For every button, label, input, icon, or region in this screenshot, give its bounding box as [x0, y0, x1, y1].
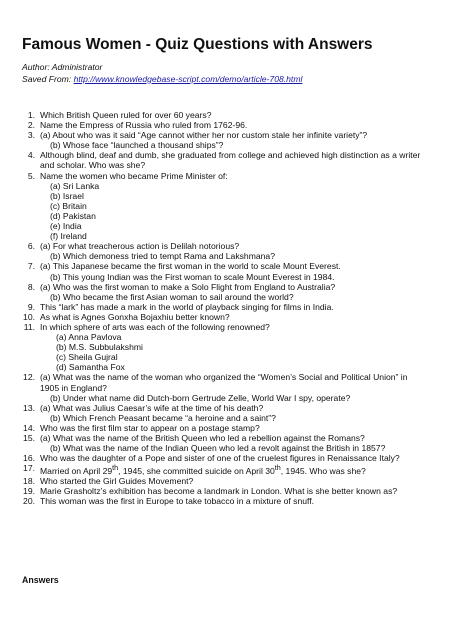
question-9: 9. This “lark” has made a mark in the world of playback singing for films in India.: [27, 301, 334, 312]
question-11: 11. In which sphere of arts was each of the following renowned?: [23, 321, 270, 332]
author-line: Author: Administrator: [22, 62, 103, 72]
question-2: 2. Name the Empress of Russia who ruled from 1762-96.: [27, 120, 248, 131]
saved-from-label: Saved From:: [22, 73, 72, 84]
question-5-d: (d) Pakistan: [50, 210, 96, 221]
source-link[interactable]: http://www.knowledgebase-script.com/demo/article-708.html: [73, 73, 303, 84]
question-16: 16. Who was the daughter of a Pope and sister of one of the cruelest figures in Renaissance Italy?: [23, 453, 400, 464]
question-12-b: (b) Under what name did Dutch-born Gertrude Zelle, World War I spy, operate?: [50, 392, 351, 403]
question-15: 15. (a) What was the name of the British Queen who led a rebellion against the Romans?: [23, 433, 365, 443]
question-19: 19. Marie Grasholtz’s exhibition has become a landmark in London. What is she better known as?: [23, 486, 398, 497]
question-list: [22, 110, 462, 507]
question-3: 3. (a) About who was it said “Age cannot wither her nor custom stale her infinite variety”?: [27, 130, 368, 141]
answers-heading: Answers: [22, 575, 59, 585]
question-7-b: (b) This young Indian was the First woman to scale Mount Everest in 1984.: [50, 271, 335, 282]
question-11-a: (a) Anna Pavlova: [56, 332, 122, 343]
question-13-b: (b) Which French Peasant became “a heroine and a saint”?: [50, 412, 276, 423]
question-3-b: (b) Whose face “launched a thousand ships”?: [50, 140, 224, 151]
question-15-b: (b) What was the name of the Indian Queen who led a revolt against the British in 1857?: [50, 443, 386, 454]
question-4: 4. Although blind, deaf and dumb, she graduated from college and achieved high distinction as a writer: [27, 150, 421, 161]
question-13: 13. (a) What was Julius Caesar’s wife at the time of his death?: [23, 402, 264, 413]
question-5-a: (a) Sri Lanka: [50, 180, 100, 191]
question-4-cont: and scholar. Who was she?: [40, 160, 146, 171]
question-8-b: (b) Who became the first Asian woman to sail around the world?: [50, 291, 294, 302]
question-11-d: (d) Samantha Fox: [56, 362, 125, 373]
article-meta: [22, 62, 302, 85]
question-14: 14. Who was the first film star to appear on a postage stamp?: [23, 422, 260, 433]
question-11-b: (b) M.S. Subbulakshmi: [56, 342, 143, 353]
question-6-b: (b) Which demoness tried to tempt Rama and Lakshmana?: [50, 251, 275, 262]
question-12-cont: 1905 in England?: [40, 382, 107, 393]
page-title: Famous Women - Quiz Questions with Answers: [22, 36, 373, 53]
question-11-c: (c) Sheila Gujral: [56, 352, 118, 363]
question-5-e: (e) India: [50, 221, 82, 232]
question-7: 7. (a) This Japanese became the first woman in the world to scale Mount Everest.: [27, 261, 341, 272]
question-8: 8. (a) Who was the first woman to make a Solo Flight from England to Australia?: [27, 281, 336, 292]
question-1: 1. Which British Queen ruled for over 60 years?: [27, 110, 212, 120]
question-5-f: (f) Ireland: [50, 231, 87, 242]
question-5-c: (c) Britain: [50, 200, 87, 211]
question-5: 5. Name the women who became Prime Minister of:: [27, 170, 228, 181]
saved-from-line: [22, 74, 302, 86]
question-20: 20. This woman was the first in Europe to take tobacco in a mixture of snuff.: [23, 496, 315, 507]
question-6: 6. (a) For what treacherous action is Delilah notorious?: [27, 241, 240, 252]
question-17: 17. Married on April 29th, 1945, she committed suicide on April 30th, 1945. Who was she?: [23, 463, 366, 477]
question-10: 10. As what is Agnes Gonxha Bojaxhiu better known?: [23, 311, 230, 322]
question-12: 12. (a) What was the name of the woman who organized the “Women’s Social and Political Union” in: [23, 372, 408, 383]
question-18: 18. Who started the Girl Guides Movement?: [23, 476, 194, 487]
question-5-b: (b) Israel: [50, 190, 84, 201]
